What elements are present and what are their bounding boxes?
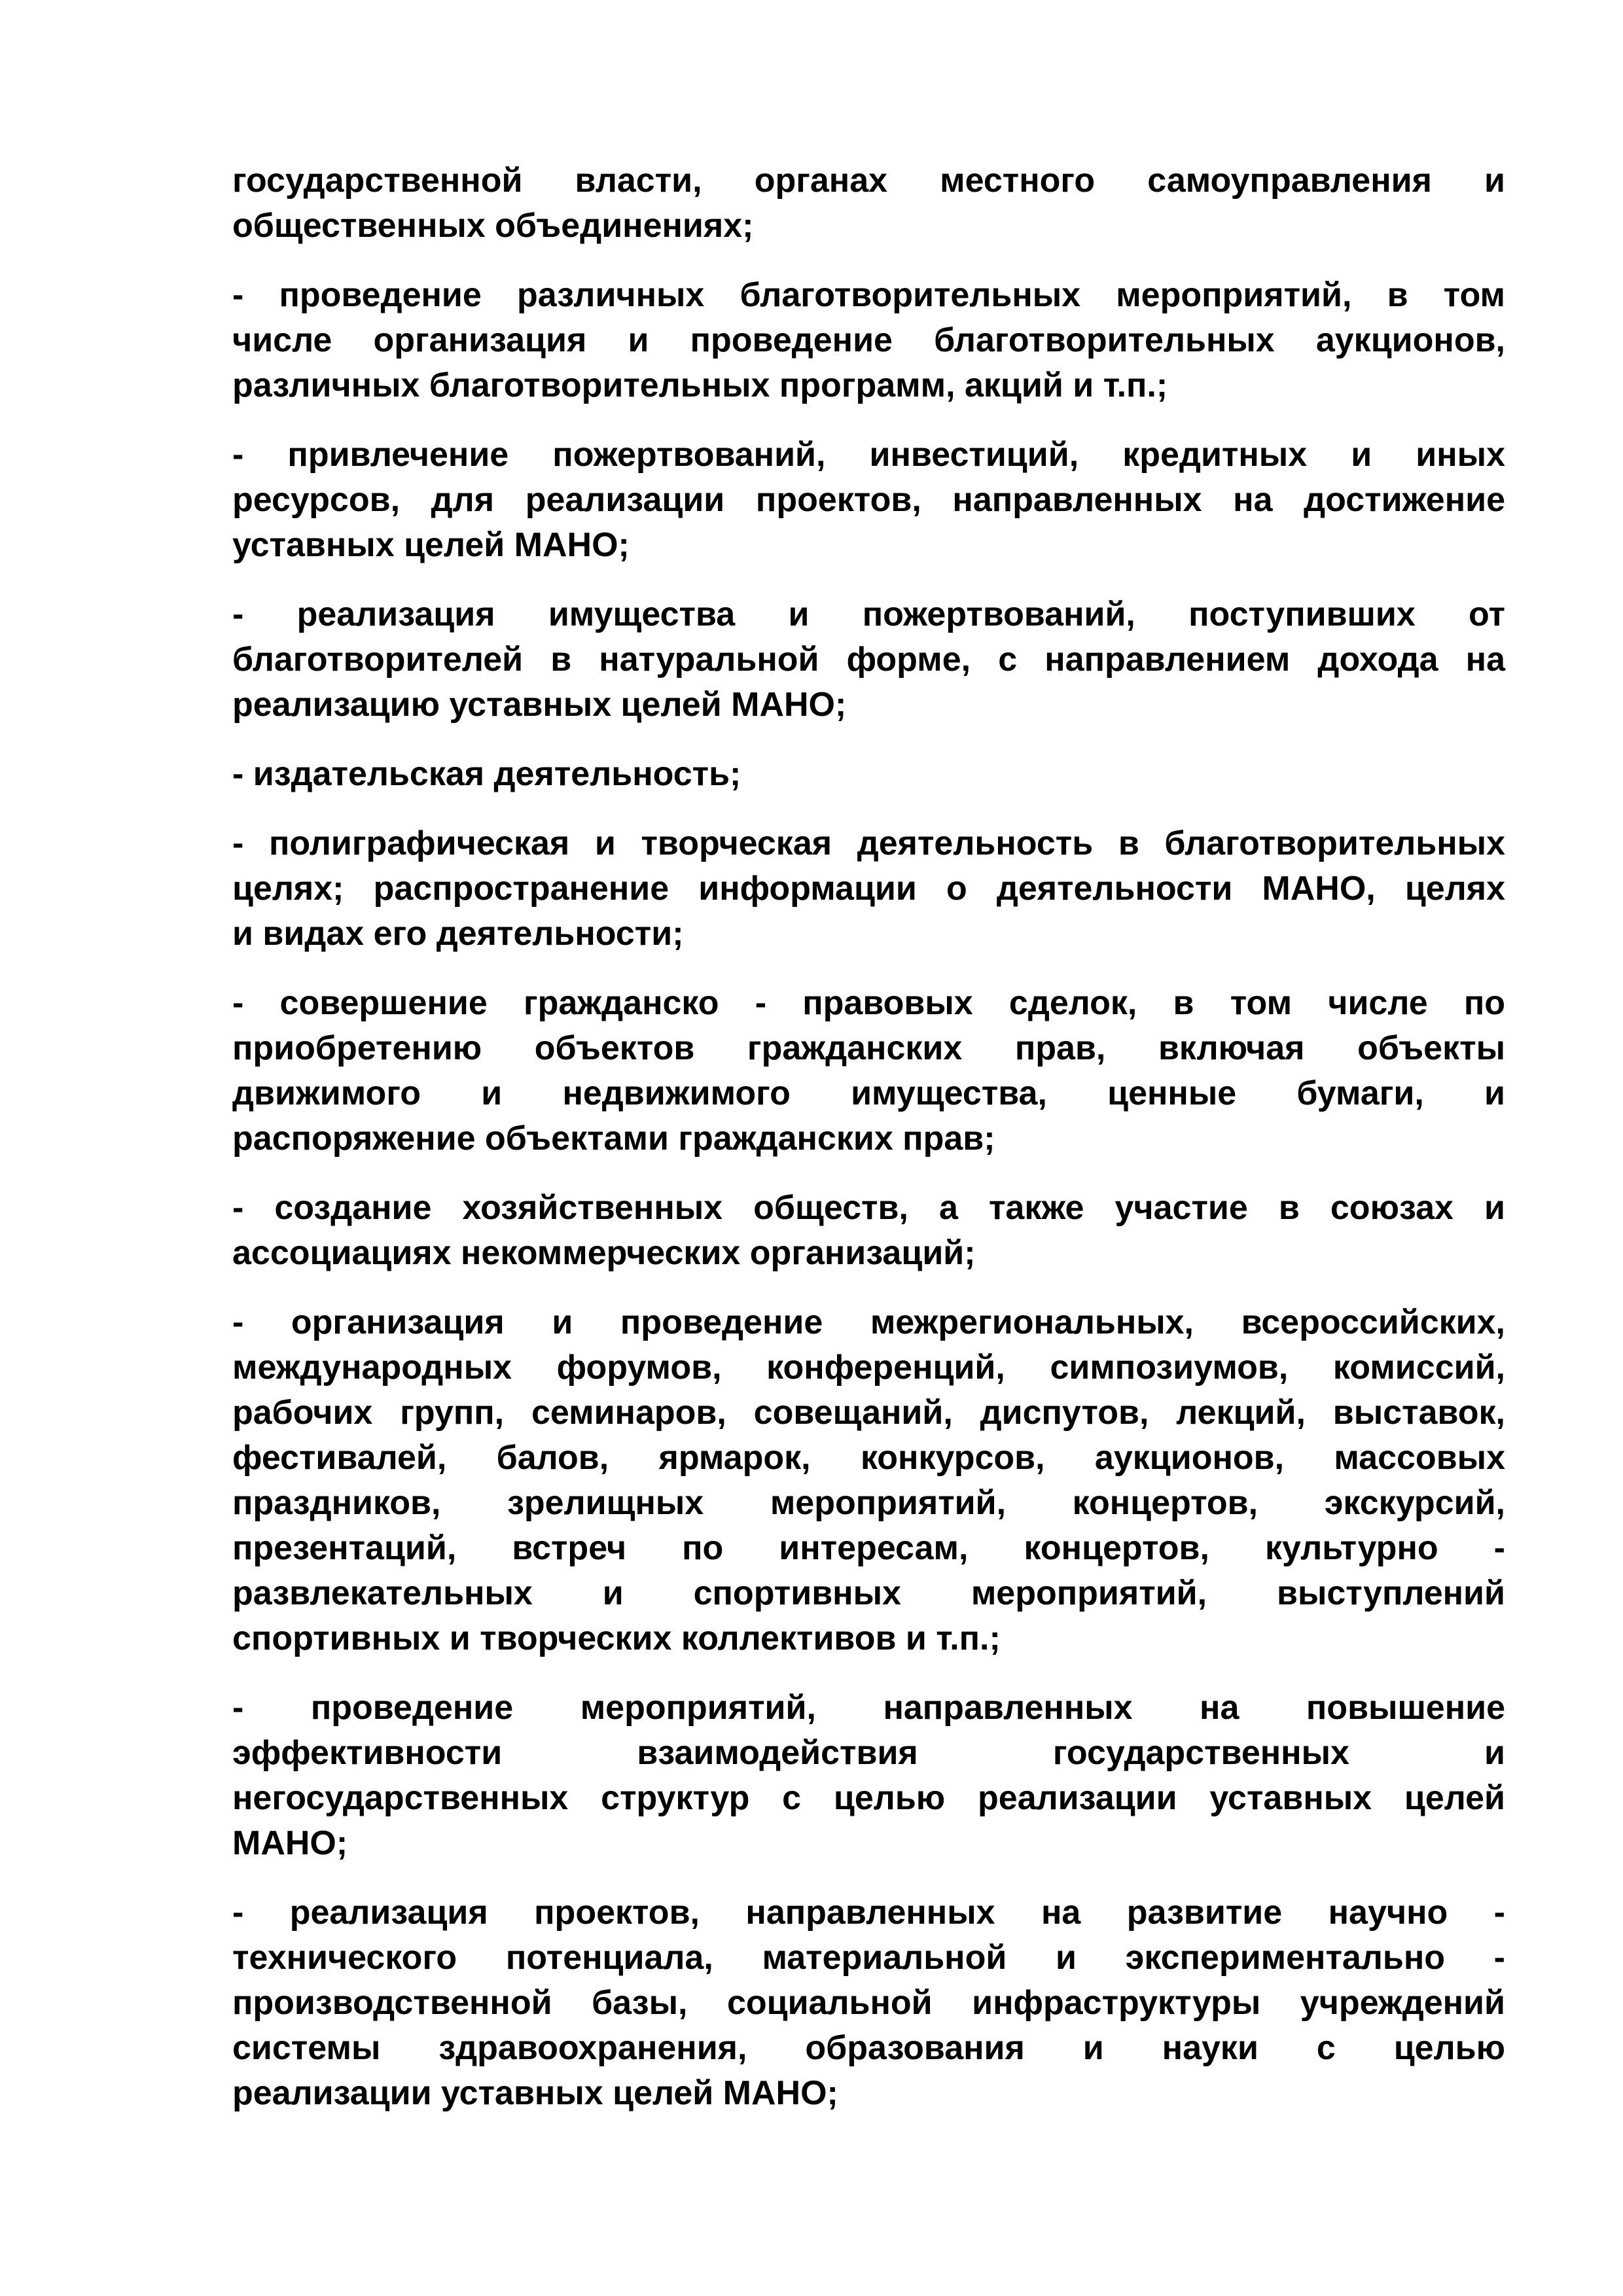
text-line: ассоциациях некоммерческих организаций; <box>232 1234 976 1272</box>
text-line: целях; распространение информации о деятельности МАНО, целях <box>232 870 1505 908</box>
paragraph <box>232 1686 1505 1866</box>
text-line: и видах его деятельности; <box>232 915 684 953</box>
paragraph <box>232 158 1505 249</box>
text-line: производственной базы, социальной инфраструктуры учреждений <box>232 1984 1505 2022</box>
text-line: - проведение различных благотворительных мероприятий, в том <box>232 276 1505 314</box>
text-line: эффективности взаимодействия государственных и <box>232 1734 1505 1772</box>
text-line: - совершение гражданско - правовых сделок, в том числе по <box>232 984 1505 1022</box>
text-line: числе организация и проведение благотворительных аукционов, <box>232 321 1505 359</box>
paragraph <box>232 1890 1505 2116</box>
paragraph <box>232 981 1505 1161</box>
text-line: международных форумов, конференций, симпозиумов, комиссий, <box>232 1349 1505 1386</box>
text-line: развлекательных и спортивных мероприятий, выступлений <box>232 1574 1505 1612</box>
text-line: презентаций, встреч по интересам, концертов, культурно - <box>232 1529 1505 1567</box>
text-line: распоряжение объектами гражданских прав; <box>232 1120 995 1157</box>
text-line: негосударственных структур с целью реализации уставных целей <box>232 1779 1505 1817</box>
paragraph <box>232 1300 1505 1661</box>
text-line: спортивных и творческих коллективов и т.п.; <box>232 1619 1001 1657</box>
text-line: благотворителей в натуральной форме, с направлением дохода на <box>232 641 1505 679</box>
text-line: движимого и недвижимого имущества, ценные бумаги, и <box>232 1074 1505 1112</box>
text-line: - издательская деятельность; <box>232 755 741 793</box>
paragraph <box>232 273 1505 408</box>
text-line: различных благотворительных программ, акций и т.п.; <box>232 366 1168 404</box>
text-line: - проведение мероприятий, направленных на повышение <box>232 1689 1505 1727</box>
text-line: МАНО; <box>232 1824 348 1862</box>
text-line: - создание хозяйственных обществ, а также участие в союзах и <box>232 1189 1505 1227</box>
text-line: - организация и проведение межрегиональных, всероссийских, <box>232 1303 1505 1341</box>
text-line: приобретению объектов гражданских прав, включая объекты <box>232 1029 1505 1067</box>
text-line: - реализация имущества и пожертвований, поступивших от <box>232 595 1505 633</box>
paragraph <box>232 433 1505 568</box>
paragraph <box>232 1186 1505 1276</box>
text-line: - реализация проектов, направленных на развитие научно - <box>232 1894 1505 1932</box>
text-line: государственной власти, органах местного самоуправления и <box>232 162 1505 200</box>
text-line: праздников, зрелищных мероприятий, концертов, экскурсий, <box>232 1484 1505 1522</box>
text-line: - привлечение пожертвований, инвестиций, кредитных и иных <box>232 436 1505 474</box>
text-line: общественных объединениях; <box>232 207 754 245</box>
document-body <box>232 158 1505 2140</box>
text-line: технического потенциала, материальной и экспериментально - <box>232 1939 1505 1977</box>
text-line: ресурсов, для реализации проектов, направленных на достижение <box>232 481 1505 519</box>
text-line: системы здравоохранения, образования и науки с целью <box>232 2029 1505 2067</box>
text-line: фестивалей, балов, ярмарок, конкурсов, аукционов, массовых <box>232 1439 1505 1477</box>
text-line: реализацию уставных целей МАНО; <box>232 686 847 724</box>
paragraph <box>232 821 1505 957</box>
text-line: рабочих групп, семинаров, совещаний, диспутов, лекций, выставок, <box>232 1394 1505 1432</box>
paragraph <box>232 592 1505 728</box>
text-line: реализации уставных целей МАНО; <box>232 2074 838 2112</box>
text-line: - полиграфическая и творческая деятельность в благотворительных <box>232 824 1505 862</box>
text-line: уставных целей МАНО; <box>232 526 630 564</box>
paragraph <box>232 752 1505 797</box>
